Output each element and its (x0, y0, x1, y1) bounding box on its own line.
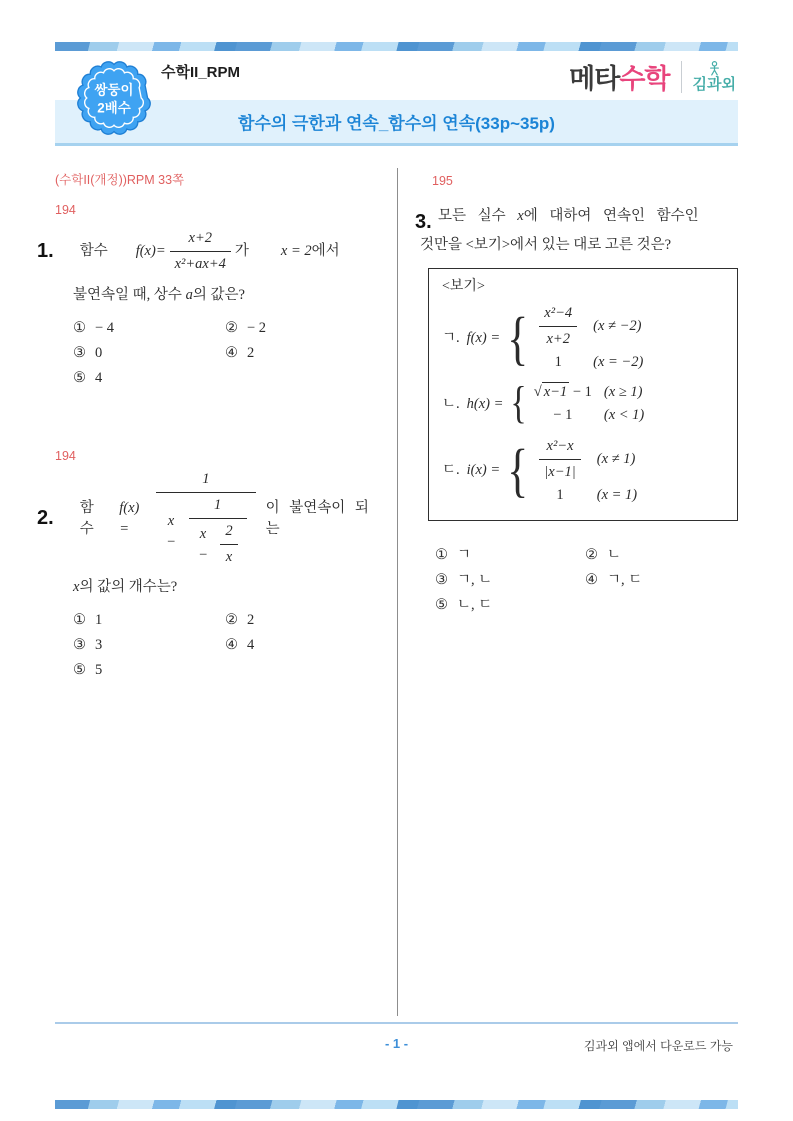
seal-icon (72, 56, 156, 140)
item-label: ㄱ. (442, 329, 460, 346)
boki-box (428, 268, 738, 520)
item-label: ㄷ. (442, 462, 460, 479)
problem3-statement (415, 202, 739, 260)
choice-marker: ② (225, 320, 238, 337)
problem3-line2: 것만을 <보기>에서 있는 대로 고른 것은? (420, 237, 672, 254)
problem1-id: 194 (55, 203, 76, 218)
choice-item (435, 595, 585, 616)
case1-condition: (x ≥ 1) (603, 384, 643, 401)
choice-value: 3 (95, 636, 103, 653)
inner-numerator: 2 (220, 521, 237, 545)
case1-condition: (x ≠ 1) (596, 450, 636, 467)
problem2-middle-fraction (189, 495, 247, 568)
problem1-question-var: a (185, 287, 193, 304)
item-function: i(x) = (466, 462, 501, 479)
problem1-choices (73, 318, 381, 389)
right-column (415, 168, 739, 616)
problem2-question-b: 의 값의 개수는? (79, 578, 178, 595)
problem1-fraction (170, 228, 231, 275)
publisher-logos (569, 57, 736, 96)
twin-badge-seal (72, 56, 156, 140)
problem1-question (55, 285, 381, 306)
choice-item (73, 368, 225, 389)
footer-divider (55, 1022, 738, 1024)
boki-item-d (442, 436, 724, 506)
boki-item-g (442, 303, 724, 373)
problem2-tail: 이 불연속이 되는 (265, 499, 369, 537)
problem3-choices (435, 545, 739, 616)
middle-denominator (189, 519, 247, 568)
source-reference: (수학II(개정))RPM 33쪽 (55, 173, 185, 187)
logo-suhak-text: 수학 (619, 64, 670, 94)
choice-item (585, 570, 739, 591)
fraction-denominator: x²+ax+4 (174, 255, 226, 272)
problem2-question-var: x (73, 578, 80, 595)
choice-marker: ① (73, 320, 86, 337)
boki-label: <보기> (442, 279, 485, 295)
choice-marker: ① (435, 546, 448, 563)
problem1-lead: 함수 (79, 242, 108, 259)
choice-value: 4 (247, 636, 255, 653)
item-label: ㄴ. (442, 395, 460, 412)
problem3-number: 3. (415, 211, 432, 234)
choice-value: ㄴ (607, 546, 622, 563)
choice-item (225, 318, 381, 339)
choice-item (73, 635, 225, 656)
metasuhak-logo (569, 57, 669, 96)
choice-marker: ③ (435, 571, 448, 588)
page-title: 함수의 극한과 연속_함수의 연속(33p~35p) (238, 114, 555, 133)
title-band (55, 100, 738, 146)
problem2-choices (73, 610, 381, 681)
choice-marker: ② (225, 611, 238, 628)
choice-marker: ② (585, 546, 598, 563)
choice-item (73, 660, 225, 681)
choice-marker: ④ (585, 571, 598, 588)
choice-value: − 4 (95, 320, 115, 337)
after-sqrt: − 1 (572, 384, 592, 401)
case1-fraction (539, 436, 580, 483)
choice-value: − 2 (247, 320, 267, 337)
boki-item-n (442, 378, 724, 429)
radicand: x−1 (543, 384, 568, 401)
choice-value: 0 (95, 345, 103, 362)
problem2-inner-fraction (220, 521, 237, 568)
case1-numerator: x²−x (539, 436, 580, 460)
choice-marker: ④ (225, 345, 238, 362)
decorative-top-stripe (55, 42, 738, 51)
problem1-question-b: 의 값은? (192, 287, 245, 304)
choice-marker: ⑤ (73, 370, 86, 387)
choice-marker: ③ (73, 636, 86, 653)
choice-value: 5 (95, 661, 103, 678)
choice-item (225, 343, 381, 364)
logo-divider (681, 61, 682, 93)
problem3-line1-a: 모든 실수 (438, 208, 518, 225)
case2-condition: (x < 1) (603, 407, 645, 424)
case1-denominator: x+2 (546, 331, 570, 348)
choice-marker: ③ (73, 345, 86, 362)
case1-sqrt-expr (534, 382, 592, 403)
choice-marker: ④ (225, 636, 238, 653)
badge-line2: 2배수 (97, 100, 131, 116)
problem1-statement (37, 225, 381, 277)
choice-item (73, 610, 225, 631)
case2-condition: (x = 1) (596, 486, 638, 503)
case2-condition: (x = −2) (593, 354, 644, 371)
page-number: - 1 - (384, 1036, 409, 1051)
brace-glyph: { (510, 378, 527, 429)
decorative-bottom-stripe (55, 1100, 738, 1109)
choice-value: 1 (95, 611, 103, 628)
fraction-numerator: x+2 (170, 228, 231, 252)
inner-denominator: x (225, 549, 233, 566)
case2-value: − 1 (553, 407, 573, 424)
choice-value: ㄱ (457, 546, 472, 563)
choice-item (435, 570, 585, 591)
choice-value: 2 (247, 611, 255, 628)
denom-term: x − (166, 512, 176, 550)
case1-numerator: x²−4 (539, 303, 577, 327)
choice-marker: ① (73, 611, 86, 628)
problem3-line1-b: 에 대하여 연속인 함수인 (523, 208, 699, 225)
choice-item (225, 610, 381, 631)
problem2-outer-fraction (156, 469, 255, 568)
case1-condition: (x ≠ −2) (593, 318, 642, 335)
outer-denominator (156, 493, 255, 568)
case-grid (535, 303, 643, 373)
choice-marker: ⑤ (435, 596, 448, 613)
middle-numerator: 1 (189, 495, 247, 519)
choice-item (435, 545, 585, 566)
choice-item (73, 343, 225, 364)
logo-meta-text: 메타 (569, 64, 620, 94)
problem1-condition: x = 2 (280, 242, 312, 259)
choice-item (225, 635, 381, 656)
column-divider (397, 168, 398, 1016)
course-label: 수학II_RPM (161, 64, 240, 81)
problem2-fx: f(x) = (119, 499, 140, 537)
brand-name: 김과외 (692, 76, 736, 93)
choice-value: ㄴ, ㄷ (457, 596, 493, 613)
problem2-statement (37, 469, 381, 568)
problem3-line1 (415, 202, 739, 231)
choice-value: 2 (247, 345, 255, 362)
problem1-condition-tail: 에서 (311, 242, 340, 259)
case2-value: 1 (556, 486, 564, 503)
brace-glyph: { (507, 437, 529, 504)
denom-term: x − (198, 525, 208, 563)
brace-glyph: { (507, 305, 529, 372)
outer-numerator: 1 (156, 469, 255, 493)
choice-value: ㄱ, ㄴ (457, 571, 493, 588)
badge-line1: 쌍둥이 (94, 82, 134, 98)
kimgwaoe-logo (693, 61, 736, 92)
problem2-lead: 함수 (79, 499, 94, 537)
person-icon (708, 61, 721, 76)
problem1-fx: f(x)= (135, 242, 166, 259)
problem3-id: 195 (432, 174, 453, 188)
case-grid (535, 436, 637, 506)
radical-icon: √ (533, 384, 542, 401)
case2-value: 1 (554, 354, 562, 371)
choice-item (73, 318, 225, 339)
item-function: h(x) = (466, 395, 504, 412)
case1-denominator: |x−1| (544, 463, 576, 480)
choice-marker: ⑤ (73, 661, 86, 678)
choice-value: ㄱ, ㄷ (607, 571, 643, 588)
problem2-question (55, 577, 381, 598)
problem1-particle: 가 (234, 242, 249, 259)
problem3-line1-var: x (517, 208, 524, 225)
footer-note: 김과외 앱에서 다운로드 가능 (583, 1039, 733, 1053)
problem1-question-a: 불연속일 때, 상수 (73, 287, 186, 304)
choice-item (585, 545, 739, 566)
item-function: f(x) = (466, 329, 501, 346)
problem2-number: 2. (37, 507, 54, 530)
problem2-id: 194 (55, 449, 76, 464)
case-grid (534, 382, 645, 426)
choice-value: 4 (95, 370, 103, 387)
left-column (37, 168, 381, 681)
case1-fraction (539, 303, 577, 350)
problem1-number: 1. (37, 239, 54, 262)
